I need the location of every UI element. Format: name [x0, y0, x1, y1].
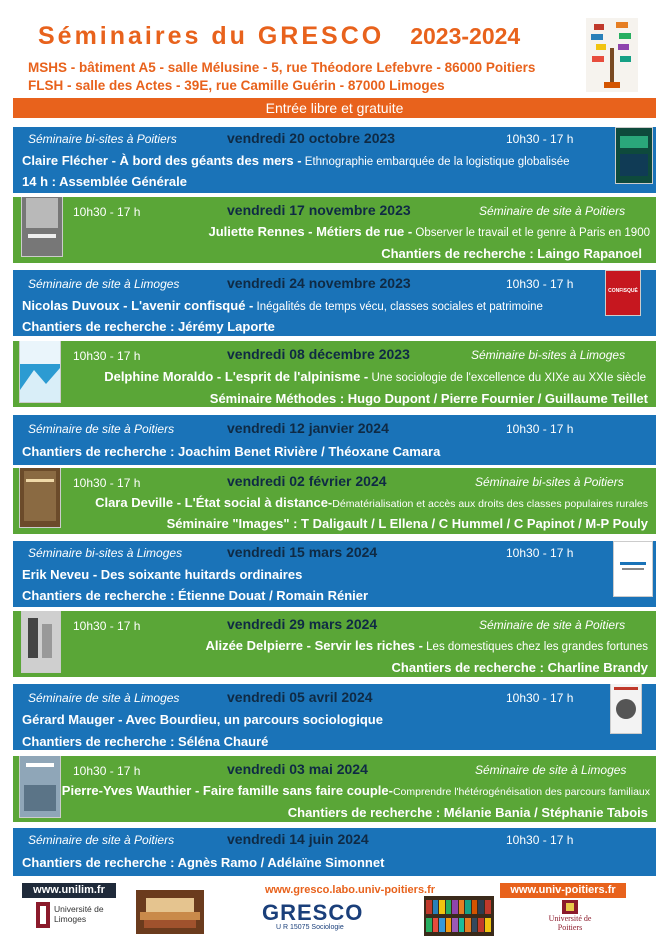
session-extra: Chantiers de recherche : Séléna Chauré — [22, 734, 269, 749]
session-row — [13, 684, 656, 750]
session-speaker: Clara Deville - L'État social à distance-Dématérialisation et accès aux droits des classes populaires rurales — [95, 495, 648, 510]
book-cover — [613, 541, 653, 597]
session-extra: Séminaire "Images" : T Daligault / L Ellena / C Hummel / C Papinot / M-P Pouly — [166, 516, 648, 531]
session-time: 10h30 - 17 h — [506, 277, 574, 291]
session-row — [13, 415, 656, 465]
session-kind: Séminaire de site à Poitiers — [479, 618, 626, 632]
session-kind: Séminaire de site à Limoges — [475, 763, 627, 777]
book-cover: CONFISQUÉ — [605, 270, 641, 316]
session-speaker: Nicolas Duvoux - L'avenir confisqué - Inégalités de temps vécu, classes sociales et patrimoine — [22, 298, 543, 313]
session-row — [13, 468, 656, 534]
session-row — [13, 541, 656, 607]
book-cover — [615, 127, 653, 184]
book-cover — [19, 756, 61, 818]
gresco-logo: GRESCO U R 15075 Sociologie — [262, 900, 364, 931]
session-date: vendredi 24 novembre 2023 — [227, 275, 411, 291]
session-row — [13, 756, 656, 822]
limoges-mark-icon — [36, 902, 50, 928]
session-date: vendredi 12 janvier 2024 — [227, 420, 389, 436]
address-poitiers: MSHS - bâtiment A5 - salle Mélusine - 5, rue Théodore Lefebvre - 86000 Poitiers — [28, 60, 536, 75]
session-time: 10h30 - 17 h — [73, 764, 141, 778]
session-speaker: Chantiers de recherche : Agnès Ramo / Adélaïne Simonnet — [22, 855, 385, 870]
books-photo — [136, 890, 204, 934]
session-date: vendredi 05 avril 2024 — [227, 689, 373, 705]
poitiers-logo: Université de Poitiers — [540, 900, 600, 934]
session-time: 10h30 - 17 h — [506, 546, 574, 560]
session-speaker: Erik Neveu - Des soixante huitards ordinaires — [22, 567, 303, 582]
gresco-link[interactable]: www.gresco.labo.univ-poitiers.fr — [264, 884, 436, 896]
session-speaker: Delphine Moraldo - L'esprit de l'alpinisme - Une sociologie de l'excellence du XIXe au XXIe siècle — [104, 369, 646, 384]
session-date: vendredi 17 novembre 2023 — [227, 202, 411, 218]
session-extra: Chantiers de recherche : Charline Brandy — [391, 660, 648, 675]
session-kind: Séminaire de site à Poitiers — [28, 833, 175, 847]
session-date: vendredi 08 décembre 2023 — [227, 346, 410, 362]
session-date: vendredi 03 mai 2024 — [227, 761, 368, 777]
session-speaker: Gérard Mauger - Avec Bourdieu, un parcours sociologique — [22, 712, 383, 727]
poitiers-crest-icon — [562, 900, 578, 914]
session-kind: Séminaire bi-sites à Poitiers — [28, 132, 177, 146]
session-speaker: Chantiers de recherche : Joachim Benet Rivière / Théoxane Camara — [22, 444, 441, 459]
session-date: vendredi 14 juin 2024 — [227, 831, 369, 847]
limoges-logo: Université de Limoges — [36, 902, 120, 930]
univ-poitiers-link[interactable]: www.univ-poitiers.fr — [500, 883, 626, 898]
session-kind: Séminaire bi-sites à Limoges — [471, 348, 626, 362]
session-kind: Séminaire de site à Limoges — [28, 691, 180, 705]
session-extra: Chantiers de recherche : Mélanie Bania / Stéphanie Tabois — [287, 805, 648, 820]
session-kind: Séminaire de site à Limoges — [28, 277, 180, 291]
session-extra: Chantiers de recherche : Étienne Douat / Romain Rénier — [22, 588, 369, 603]
session-extra: 14 h : Assemblée Générale — [22, 174, 187, 189]
session-time: 10h30 - 17 h — [73, 205, 141, 219]
session-speaker: Pierre-Yves Wauthier - Faire famille sans faire couple-Comprendre l'hétérogénéisation des parcours familiaux — [61, 783, 650, 798]
session-speaker: Claire Flécher - À bord des géants des mers - Ethnographie embarquée de la logistique globalisée — [22, 153, 570, 168]
session-time: 10h30 - 17 h — [506, 422, 574, 436]
session-row — [13, 127, 656, 193]
session-row — [13, 197, 656, 263]
session-date: vendredi 29 mars 2024 — [227, 616, 378, 632]
session-date: vendredi 20 octobre 2023 — [227, 130, 396, 146]
session-kind: Séminaire bi-sites à Poitiers — [475, 475, 624, 489]
session-speaker: Alizée Delpierre - Servir les riches - Les domestiques chez les grandes fortunes — [205, 638, 648, 653]
session-kind: Séminaire de site à Poitiers — [479, 204, 626, 218]
session-row — [13, 341, 656, 407]
session-time: 10h30 - 17 h — [73, 476, 141, 490]
session-extra: Chantiers de recherche : Laingo Rapanoel — [381, 246, 642, 261]
session-row — [13, 270, 656, 336]
session-date: vendredi 15 mars 2024 — [227, 544, 378, 560]
book-cover — [21, 197, 63, 257]
unilim-link[interactable]: www.unilim.fr — [22, 883, 116, 898]
session-kind: Séminaire de site à Poitiers — [28, 422, 175, 436]
book-cover — [610, 684, 642, 734]
session-time: 10h30 - 17 h — [506, 132, 574, 146]
session-date: vendredi 02 février 2024 — [227, 473, 387, 489]
book-cover — [19, 468, 61, 528]
session-row — [13, 828, 656, 876]
book-cover — [21, 611, 61, 673]
session-extra: Chantiers de recherche : Jérémy Laporte — [22, 319, 275, 334]
session-time: 10h30 - 17 h — [506, 833, 574, 847]
free-entry-banner: Entrée libre et gratuite — [13, 98, 656, 118]
page-title — [38, 22, 520, 51]
session-time: 10h30 - 17 h — [73, 619, 141, 633]
address-limoges: FLSH - salle des Actes - 39E, rue Camille Guérin - 87000 Limoges — [28, 78, 445, 93]
library-photo — [424, 896, 494, 936]
book-cover — [19, 341, 61, 403]
session-kind: Séminaire bi-sites à Limoges — [28, 546, 183, 560]
book-tree-illustration — [586, 18, 638, 92]
session-speaker: Juliette Rennes - Métiers de rue - Observer le travail et le genre à Paris en 1900 — [208, 224, 650, 239]
session-row — [13, 611, 656, 677]
title-years: 2023-2024 — [410, 23, 521, 49]
session-time: 10h30 - 17 h — [73, 349, 141, 363]
title-text: Séminaires du GRESCO — [38, 22, 385, 50]
session-time: 10h30 - 17 h — [506, 691, 574, 705]
session-extra: Séminaire Méthodes : Hugo Dupont / Pierre Fournier / Guillaume Teillet — [209, 391, 648, 406]
